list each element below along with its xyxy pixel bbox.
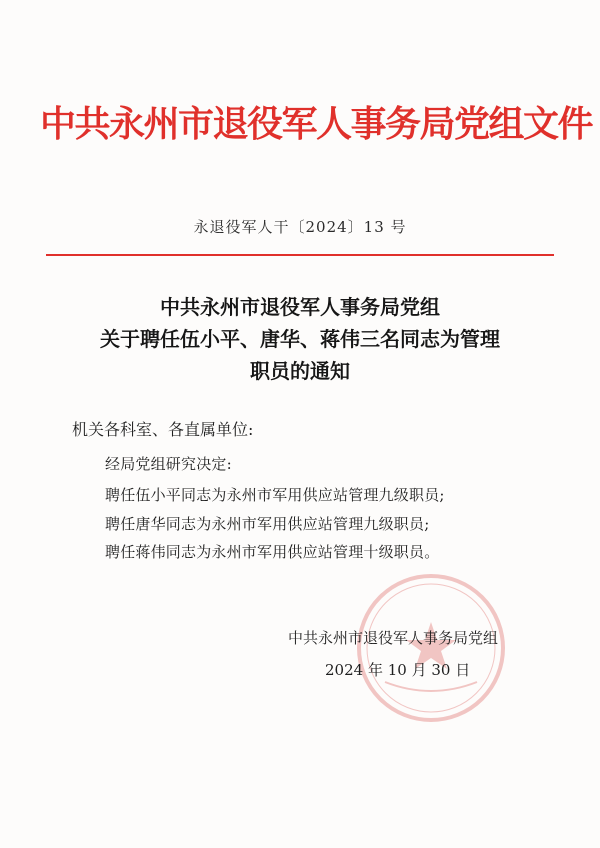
title-line-1: 中共永州市退役军人事务局党组 [160,295,440,319]
title-line-2: 关于聘任伍小平、唐华、蒋伟三名同志为管理 [100,327,500,351]
body-paragraph-appointment-2: 聘任唐华同志为永州市军用供应站管理九级职员; [105,515,430,533]
addressee: 机关各科室、各直属单位: [72,420,254,439]
red-divider-line [46,254,554,256]
document-number: 永退役军人干〔2024〕13 号 [193,218,407,236]
body-paragraph-decision: 经局党组研究决定: [105,455,232,473]
body-paragraph-appointment-3: 聘任蒋伟同志为永州市军用供应站管理十级职员。 [105,543,440,561]
document-header-title: 中共永州市退役军人事务局党组文件 [40,103,593,145]
document-title [40,291,560,387]
signature-date: 2024 年 10 月 30 日 [325,661,471,679]
body-paragraph-appointment-1: 聘任伍小平同志为永州市军用供应站管理九级职员; [105,486,445,504]
official-seal-stamp [355,572,507,724]
signature-organization: 中共永州市退役军人事务局党组 [288,629,499,647]
title-line-3: 职员的通知 [250,359,350,383]
